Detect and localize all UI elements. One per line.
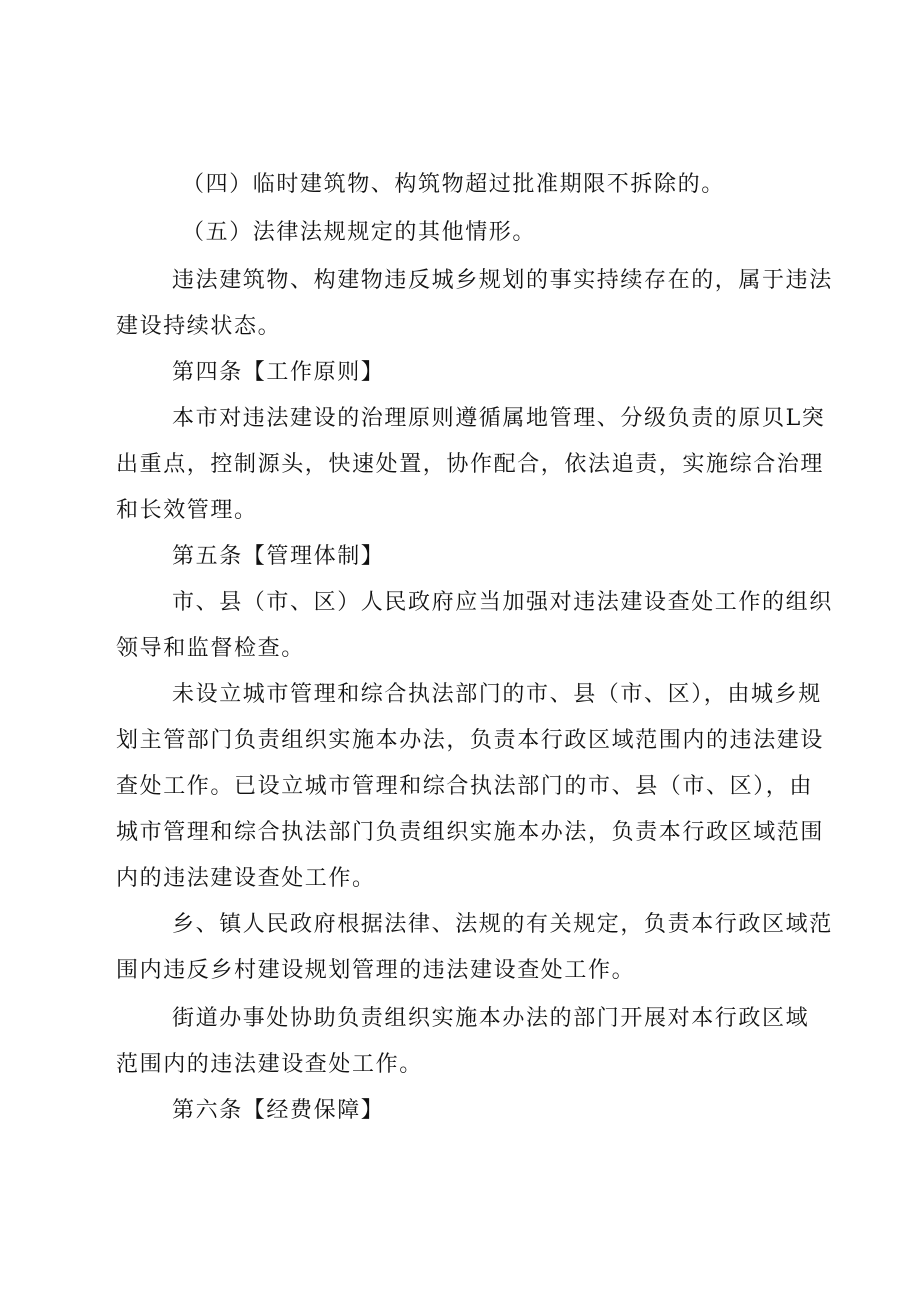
paragraph-line: 本市对违法建设的治理原则遵循属地管理、分级负责的原贝L突 [172,406,826,431]
paragraph-line: 查处工作。已设立城市管理和综合执法部门的市、县（市、区），由 [116,774,814,799]
paragraph-line: 街道办事处协助负责组织实施本办法的部门开展对本行政区域 [172,1006,810,1031]
paragraph-line: 出重点，控制源头，快速处置，协作配合，依法追责，实施综合治理 [116,452,825,477]
paragraph-line: 城市管理和综合执法部门负责组织实施本办法，负责本行政区域范围 [116,820,825,845]
article-heading-4: 第四条【工作原则】 [172,360,385,385]
paragraph-line: 划主管部门负责组织实施本办法，负责本行政区域范围内的违法建设 [116,728,825,753]
clause-item-5: （五）法律法规规定的其他情形。 [182,220,537,245]
paragraph-line: 乡、镇人民政府根据法律、法规的有关规定，负责本行政区域范 [172,912,833,937]
paragraph-line: 未设立城市管理和综合执法部门的市、县（市、区），由城乡规 [172,682,822,707]
paragraph-line: 领导和监督检查。 [116,636,305,661]
clause-item-4: （四）临时建筑物、构筑物超过批准期限不拆除的。 [182,172,725,197]
paragraph-line: 违法建筑物、构建物违反城乡规划的事实持续存在的，属于违法 [172,268,833,293]
paragraph-line: 内的违法建设查处工作。 [116,866,376,891]
paragraph-line: 范围内的违法建设查处工作。 [116,1052,423,1077]
paragraph-line: 建设持续状态。 [116,314,282,339]
article-heading-6: 第六条【经费保障】 [172,1098,385,1123]
article-heading-5: 第五条【管理体制】 [172,544,385,569]
paragraph-line: 和长效管理。 [116,498,258,523]
paragraph-line: 市、县（市、区）人民政府应当加强对违法建设查处工作的组织 [172,590,833,615]
paragraph-line: 围内违反乡村建设规划管理的违法建设查处工作。 [116,958,636,983]
